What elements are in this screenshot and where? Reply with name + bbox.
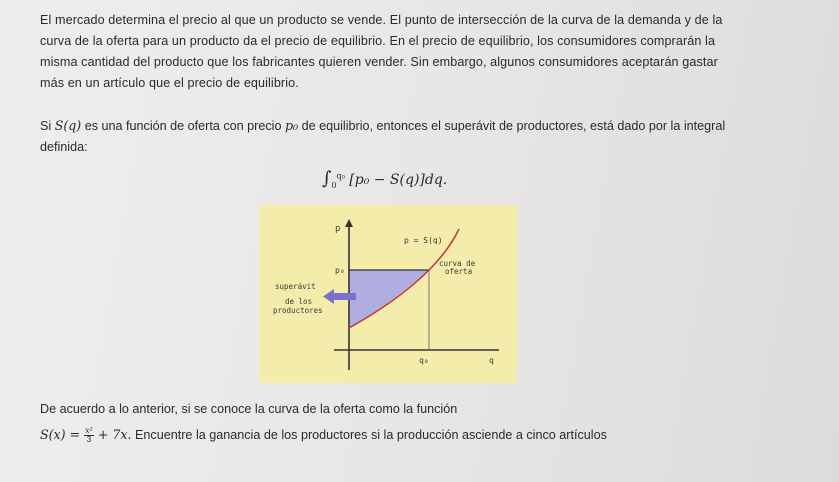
p0-label: p₀ (335, 266, 345, 275)
x-axis-label: q (489, 356, 494, 365)
formula-numerator: x² (85, 426, 93, 436)
figure-svg (259, 205, 517, 383)
definition-mid: es una función de oferta con precio (81, 119, 285, 133)
curve-label: p = S(q) (404, 236, 443, 245)
surplus-arrow-head (323, 289, 334, 304)
supply-label-line1: curva de (439, 259, 476, 268)
surplus-arrow-body (334, 293, 356, 300)
integral-lower-limit: 0 (331, 180, 337, 190)
formula-lhs: S(x) = (40, 427, 85, 442)
producer-surplus-figure (259, 205, 517, 383)
integral-body: [p₀ − S(q)]dq. (349, 172, 448, 188)
surplus-label-line1: superávit (275, 282, 316, 291)
problem-formula-line (40, 424, 800, 446)
integral-sign: ∫ (322, 168, 332, 189)
formula-rest: + 7x. (93, 427, 132, 442)
supply-function-symbol: S(q) (54, 118, 82, 133)
definition-end: de equilibrio, entonces el superávit de productores, está dado por la integral definida: (40, 119, 726, 154)
supply-label-line2: oferta (445, 267, 473, 276)
definition-start: Si (40, 119, 55, 133)
intro-paragraph: El mercado determina el precio al que un producto se vende. El punto de intersección de la curva de la demanda y de la curva de la oferta para un producto da el precio de equilibrio. En el precio de equilibrio, los consumidores comprarán la misma cantidad del producto que los fabricantes quieren vender. Sin embargo, algunos consumidores aceptarán gastar más en un artículo que el precio de equilibrio. (40, 13, 723, 90)
surplus-label-line2: de los (285, 297, 313, 306)
problem-paragraph: De acuerdo a lo anterior, si se conoce la curva de la oferta como la función (40, 402, 458, 416)
producer-surplus-integral (322, 168, 447, 190)
y-axis-label: p (335, 224, 341, 234)
formula-question: Encuentre la ganancia de los productores si la producción asciende a cinco artículos (131, 428, 607, 442)
y-axis-arrow (345, 219, 353, 227)
q0-label: q₀ (419, 356, 429, 365)
surplus-label-line3: productores (273, 306, 323, 315)
definition-paragraph (40, 115, 730, 158)
integral-upper-limit: q₀ (336, 171, 345, 181)
equilibrium-price-symbol: p₀ (284, 118, 299, 133)
formula-fraction (84, 427, 94, 444)
surplus-region (349, 270, 429, 328)
formula-denominator: 3 (86, 435, 92, 445)
